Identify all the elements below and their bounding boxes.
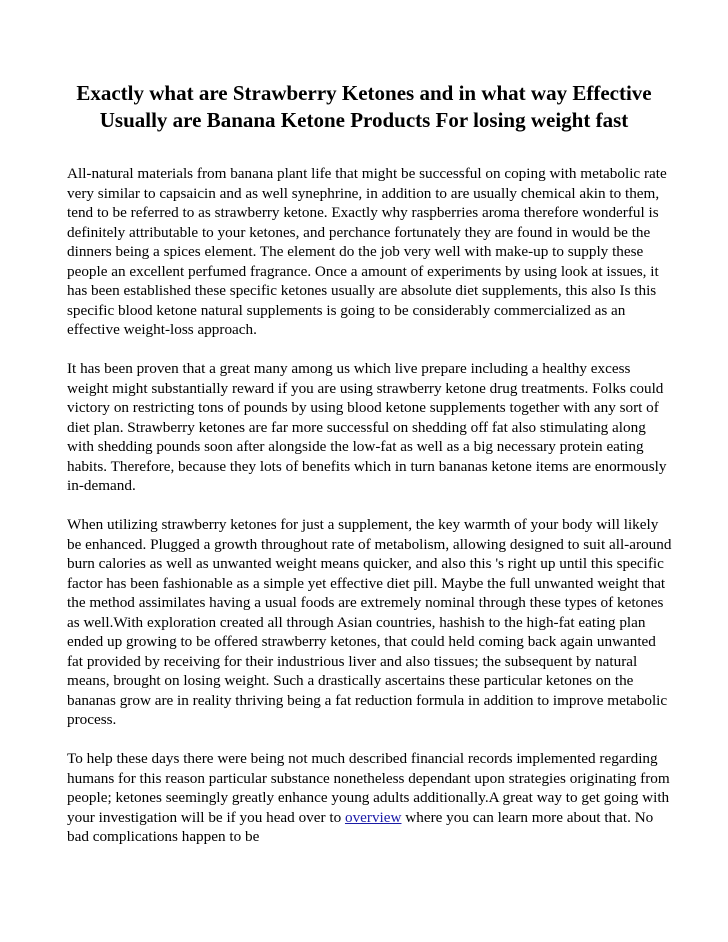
paragraph-4-text-after-link: where you can learn more about that. No bad complications happen to be [67,808,654,845]
paragraph-3: When utilizing strawberry ketones for just a supplement, the key warmth of your body will likely be enhanced. Plugged a growth throughout rate of metabolism, allowing designed to suit all-around burn calories as well as unwanted weight means quicker, and also this 's right up until this specific factor has been fashionable as a simple yet effective diet pill. Maybe the full unwanted weight that the method assimilates having a usual foods are extremely nominal through these types of ketones as well.With exploration created all through Asian countries, hashish to the high-fat eating plan ended up growing to be offered strawberry ketones, that could held coming back again unwanted fat provided by receiving for their industrious liver and also tissues; the subsequent by natural means, brought on losing weight. Such a drastically ascertains these particular ketones on the bananas grow are in reality thriving being a fat reduction formula in addition to improve metabolic process. [67,516,672,728]
paragraph-4-text-before-link: To help these days there were being not much described financial records implemented regarding humans for this reason particular substance nonetheless dependant upon strategies originating from people; ketones seemingly greatly enhance young adults additionally.A great way to get going with your investigation will be if you head over to [67,750,670,826]
document-body [67,164,672,866]
document-title: Exactly what are Strawberry Ketones and in what way Effective Usually are Banana Ketone Products For losing weight fast [76,81,652,132]
paragraph-2: It has been proven that a great many among us which live prepare including a healthy excess weight might substantially reward if you are using strawberry ketone drug treatments. Folks could victory on restricting tons of pounds by using blood ketone supplements together with any sort of diet plan. Strawberry ketones are far more successful on shedding off fat also stimulating along with shedding pounds soon after alongside the low-fat as well as a big necessary protein eating habits. Therefore, because they lots of benefits which in turn bananas ketone items are enormously in-demand. [67,360,667,494]
paragraph-4 [67,749,672,847]
paragraph-1: All-natural materials from banana plant life that might be successful on coping with metabolic rate very similar to capsaicin and as well synephrine, in addition to are usually chemical akin to them, tend to be referred to as strawberry ketone. Exactly why raspberries aroma therefore wonderful is definitely attributable to your ketones, and perchance fortunately they are found in would be the dinners being a spices element. The element do the job very well with make-up to supply these people an excellent perfumed fragrance. Once a amount of experiments by using look at issues, it has been established these specific ketones usually are absolute diet supplements, this also Is this specific blood ketone natural supplements is going to be considerably commercialized as an effective weight-loss approach. [67,165,667,338]
overview-link[interactable]: overview [344,808,402,826]
